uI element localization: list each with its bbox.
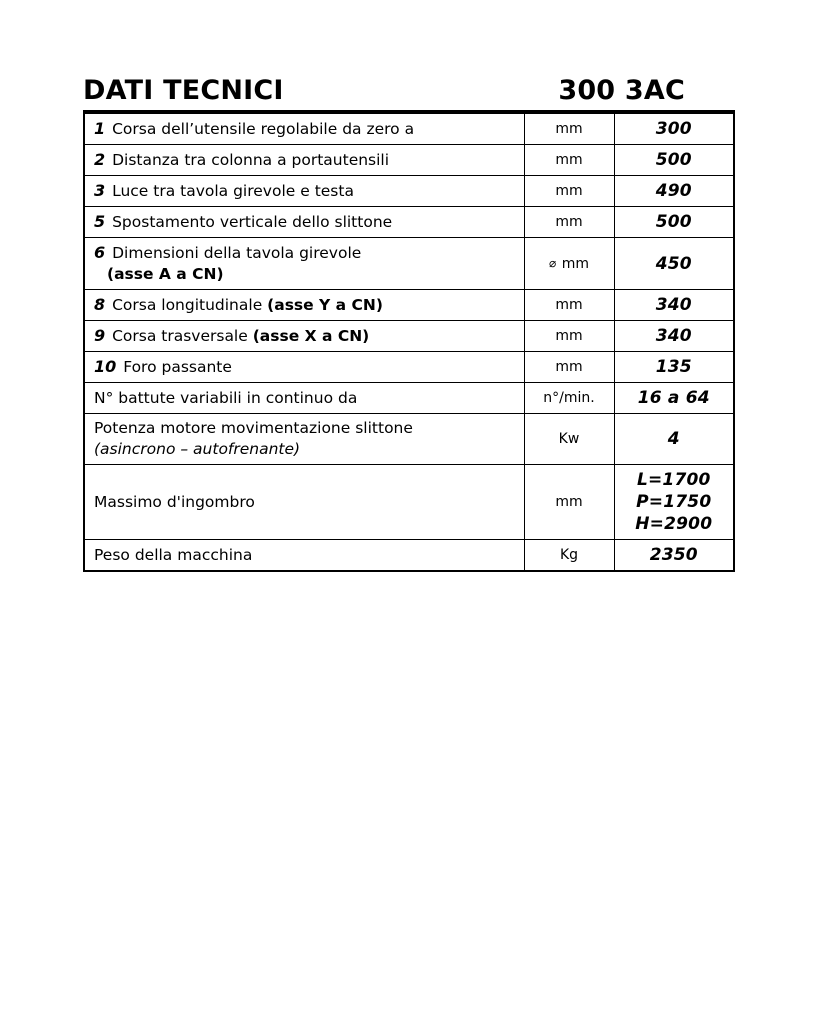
spec-value-line: P=1750 bbox=[636, 492, 712, 512]
spec-label-text: N° battute variabili in continuo da bbox=[94, 388, 358, 407]
spec-label bbox=[85, 384, 524, 413]
spec-label-text: Luce tra tavola girevole e testa bbox=[112, 182, 354, 200]
spec-label-cell bbox=[84, 540, 524, 572]
spec-label-cell bbox=[84, 414, 524, 465]
spec-unit bbox=[525, 426, 614, 453]
page-title: DATI TECNICI bbox=[83, 75, 284, 106]
spec-unit-cell bbox=[524, 414, 614, 465]
spec-label bbox=[85, 114, 524, 144]
machine-model-title: 300 3AC bbox=[558, 75, 685, 106]
diameter-icon: ⌀ bbox=[549, 255, 557, 270]
spec-value bbox=[615, 207, 734, 237]
spec-unit-cell bbox=[524, 207, 614, 238]
spec-row-number: 2 bbox=[94, 150, 106, 169]
spec-value-cell bbox=[614, 176, 734, 207]
spec-value-text: 4 bbox=[667, 429, 680, 449]
spec-unit bbox=[525, 250, 614, 278]
spec-value-text: 300 bbox=[655, 119, 692, 139]
spec-label-text: Corsa longitudinale bbox=[112, 296, 268, 314]
spec-value bbox=[615, 465, 734, 539]
spec-unit bbox=[525, 489, 614, 516]
spec-unit-text: mm bbox=[555, 120, 583, 137]
table-row bbox=[84, 207, 734, 238]
table-row bbox=[84, 238, 734, 290]
spec-label-cell bbox=[84, 207, 524, 238]
spec-unit bbox=[525, 209, 614, 236]
spec-unit-cell bbox=[524, 383, 614, 414]
table-row bbox=[84, 540, 734, 572]
spec-label-text: Massimo d'ingombro bbox=[94, 492, 255, 511]
spec-value-cell bbox=[614, 352, 734, 383]
spec-unit-cell bbox=[524, 352, 614, 383]
spec-unit-cell bbox=[524, 465, 614, 540]
spec-unit-text: mm bbox=[555, 358, 583, 375]
spec-label-cell bbox=[84, 383, 524, 414]
spec-value-cell bbox=[614, 238, 734, 290]
spec-value bbox=[615, 290, 734, 320]
spec-value-cell bbox=[614, 465, 734, 540]
spec-unit bbox=[525, 178, 614, 205]
spec-unit bbox=[525, 354, 614, 381]
spec-label bbox=[85, 207, 524, 237]
spec-label-axis-note: (asse X a CN) bbox=[252, 327, 370, 345]
spec-unit-cell bbox=[524, 176, 614, 207]
spec-value-line: L=1700 bbox=[636, 470, 711, 490]
spec-value-text: 450 bbox=[655, 253, 692, 274]
spec-unit bbox=[525, 323, 614, 350]
spec-label-cell bbox=[84, 465, 524, 540]
spec-value bbox=[615, 176, 734, 206]
spec-unit-cell bbox=[524, 112, 614, 145]
spec-value-line: H=2900 bbox=[635, 514, 713, 534]
spec-value bbox=[615, 424, 734, 454]
spec-label-cell bbox=[84, 238, 524, 290]
spec-unit-cell bbox=[524, 321, 614, 352]
spec-label bbox=[85, 145, 524, 175]
spec-value bbox=[615, 352, 734, 382]
spec-value-cell bbox=[614, 540, 734, 572]
spec-label-cell bbox=[84, 145, 524, 176]
spec-label-text: Potenza motore movimentazione slittone bbox=[94, 419, 413, 437]
spec-label-text: Corsa dell’utensile regolabile da zero a bbox=[112, 120, 415, 138]
spec-value bbox=[615, 145, 734, 175]
spec-label-cell bbox=[84, 352, 524, 383]
spec-label bbox=[85, 488, 524, 517]
spec-value-cell bbox=[614, 112, 734, 145]
spec-unit-text: mm bbox=[555, 493, 583, 510]
spec-unit-cell bbox=[524, 238, 614, 290]
spec-unit-text: mm bbox=[555, 151, 583, 168]
spec-label-text: Corsa trasversale bbox=[112, 327, 253, 345]
spec-label-cell bbox=[84, 321, 524, 352]
spec-unit-text: n°/min. bbox=[543, 389, 595, 406]
spec-label-axis-note: (asse A a CN) bbox=[107, 265, 224, 283]
spec-unit-text: mm bbox=[555, 182, 583, 199]
table-row bbox=[84, 145, 734, 176]
spec-value bbox=[615, 383, 734, 413]
spec-label bbox=[85, 541, 524, 570]
spec-label-text: Peso della macchina bbox=[94, 545, 253, 564]
table-row bbox=[84, 414, 734, 465]
spec-value-text: 340 bbox=[655, 326, 692, 346]
spec-row-number: 5 bbox=[94, 212, 106, 231]
spec-value-cell bbox=[614, 290, 734, 321]
spec-unit-cell bbox=[524, 290, 614, 321]
table-row bbox=[84, 176, 734, 207]
spec-label bbox=[85, 414, 524, 464]
spec-unit bbox=[525, 542, 614, 569]
table-row bbox=[84, 321, 734, 352]
spec-unit-text: mm bbox=[561, 255, 589, 272]
spec-label-text: Dimensioni della tavola girevole bbox=[112, 244, 362, 262]
table-row bbox=[84, 352, 734, 383]
spec-value bbox=[615, 114, 734, 144]
spec-value-cell bbox=[614, 383, 734, 414]
table-row bbox=[84, 383, 734, 414]
spec-value-cell bbox=[614, 414, 734, 465]
spec-value-text: 500 bbox=[655, 212, 692, 232]
table-body bbox=[84, 112, 734, 571]
spec-value-text: 2350 bbox=[649, 545, 698, 565]
spec-value-text: 135 bbox=[655, 357, 692, 377]
spec-row-number: 8 bbox=[94, 295, 106, 314]
spec-row-number: 3 bbox=[94, 181, 106, 200]
spec-value-text: 490 bbox=[655, 181, 692, 201]
spec-row-number: 6 bbox=[94, 243, 106, 262]
table-row bbox=[84, 112, 734, 145]
spec-label-text: Distanza tra colonna a portautensili bbox=[112, 151, 390, 169]
spec-value-cell bbox=[614, 145, 734, 176]
document-header bbox=[83, 72, 733, 106]
spec-value-text: 340 bbox=[655, 295, 692, 315]
spec-value-text: 500 bbox=[655, 150, 692, 170]
spec-label-text: Spostamento verticale dello slittone bbox=[112, 213, 393, 231]
spec-value bbox=[615, 321, 734, 351]
table-row bbox=[84, 465, 734, 540]
spec-unit-cell bbox=[524, 540, 614, 572]
spec-label bbox=[85, 238, 524, 289]
spec-value-cell bbox=[614, 207, 734, 238]
spec-label-subtitle: (asincrono – autofrenante) bbox=[94, 440, 301, 458]
spec-row-number: 1 bbox=[94, 119, 106, 138]
spec-value bbox=[615, 249, 734, 279]
spec-unit-text: Kg bbox=[559, 546, 579, 563]
spec-unit bbox=[525, 292, 614, 319]
spec-value-cell bbox=[614, 321, 734, 352]
spec-unit-text: mm bbox=[555, 327, 583, 344]
spec-label-cell bbox=[84, 112, 524, 145]
spec-label bbox=[85, 176, 524, 206]
spec-unit bbox=[525, 385, 614, 412]
spec-value bbox=[615, 540, 734, 570]
spec-label bbox=[85, 352, 524, 382]
spec-row-number: 9 bbox=[94, 326, 106, 345]
spec-unit-cell bbox=[524, 145, 614, 176]
spec-label-cell bbox=[84, 176, 524, 207]
spec-unit bbox=[525, 116, 614, 143]
spec-value-text: 16 a 64 bbox=[637, 388, 710, 408]
spec-label-axis-note: (asse Y a CN) bbox=[267, 296, 383, 314]
spec-label bbox=[85, 290, 524, 320]
spec-label-text: Foro passante bbox=[123, 358, 232, 376]
spec-unit-text: Kw bbox=[558, 430, 580, 447]
spec-label-cell bbox=[84, 290, 524, 321]
technical-data-table bbox=[83, 110, 735, 572]
spec-row-number: 10 bbox=[94, 357, 117, 376]
spec-unit-text: mm bbox=[555, 213, 583, 230]
spec-unit-text: mm bbox=[555, 296, 583, 313]
spec-label bbox=[85, 321, 524, 351]
spec-unit bbox=[525, 147, 614, 174]
table-row bbox=[84, 290, 734, 321]
